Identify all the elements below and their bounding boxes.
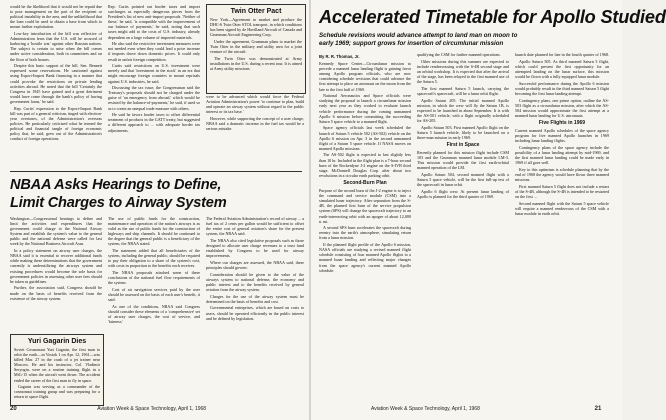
apollo-column-3 <box>515 52 609 402</box>
paragraph: Where our charges are assessed, the NBAA said, these principles should govern: <box>206 259 304 271</box>
paragraph: Current manned Apollo schedules of the space agency program for five manned Apollo launches in 1969 including lunar landing flights. <box>515 128 609 144</box>
paragraph: Contingency plans of the space agency include the possibility of a lunar landing attempt by mid-1969, and the first manned lunar landing could be made early in 1969 if all goes well. <box>515 144 609 166</box>
paragraph: Low-key introduction of the bill was reflective of Administration fears that the U.S. will be accused of harboring a 'hostile war' against other Russian nations. The subject is certain to arise when the bill comes under active consideration, both in committees and on the floor of both houses. <box>10 31 102 62</box>
paragraph: The AS-502 flight is expected to last slightly less than 10 hr. Included in the flight plan is a 7-hour second burn of the Rocketdyne J-2 engine on the S-IVB third stage. McDonnell Douglas Corp. after about two revolutions in a circular earth parking orbit. <box>319 152 411 178</box>
paragraph: A second SPS burn accelerates the spacecraft during reentry into the earth's atmosphere, simulating return from a lunar mission. <box>319 225 411 241</box>
paragraph: Contingency plans, one prime option, outline the AS-503 flight as a circumlunar mission, after which the AS-504 mission would approximate the first attempt at a manned lunar landing for U.S. astronauts. <box>515 97 609 118</box>
paragraph: The statement added that all beneficiaries of the system, including the general public, should be required to pay their obligation to a share of the system's cost, with costs in proportion to the benefits each receives. <box>108 248 200 269</box>
paragraph: As one of the conditions, NBAA said Congress should consider these elements of a 'comprehensive' set of airway user charges, the cost of service, and 'fairness.' <box>108 303 200 325</box>
paragraph: would be the likelihood that it would not be repaid due to poor management on the part of the recipient or political instability in the area, and the unlikelihood that the loan could be used to obtain a base from which to mount further exploitation. <box>10 4 102 30</box>
nbaa-column-3 <box>206 216 304 404</box>
column-left-3 <box>206 94 304 166</box>
paragraph: Curtis said restrictions on U.S. investment were merely and that 'investment in the stock' in an era that might encourage foreign countries to mount reprisals against U.S. industries, he said. <box>108 63 200 84</box>
apollo-column-2 <box>417 52 509 402</box>
paragraph: The NBAA also cited legislative proposals such as those designed to allocate user charge revenues to a trust fund established by Congress to be used for airway improvements. <box>206 237 304 259</box>
paragraph: First manned Saturn 5 flight does not include a restart of the S-4B, although the S-4B is intended to be restarted on the first ... <box>515 183 609 199</box>
right-footer <box>371 406 601 412</box>
paragraph: Apollo Saturn 503. First manned Apollo flight on the Saturn 5 launch vehicle, likely to be launched on a three-man mission in early 1969. <box>417 124 509 140</box>
left-page <box>0 0 310 420</box>
twin-otter-sidebar <box>206 4 306 94</box>
paragraph: The first manned Saturn 5 launch, carrying the spacecraft's spacecraft, will be a lunar orbit flight. <box>417 85 509 96</box>
gagarin-text <box>14 347 100 399</box>
left-page-number: 20 <box>10 406 17 412</box>
paragraph: Washington—Congressional hearings to define and limit the activities and expenditures that the government could charge to the National Airway System and establish the system's value to the general public and the national defense were called for last week by the National Business Aircraft Assn. <box>10 216 102 247</box>
paragraph: The NBAA proposals attached some of these conclusions of the national fuel flow requirements of the system: <box>108 270 200 286</box>
apollo-column-2-text-b <box>417 150 509 199</box>
nbaa-headline-line-2: Limit Charges to Airway System <box>10 195 227 211</box>
paragraph: Apollo 6 flight crew. At present lunar landing of Apollo is planned for the third quarter of 1969. <box>417 188 509 199</box>
paragraph: Key to this optimism is schedule planning that by the end of 1968 the agency would have flown three manned missions. <box>515 166 609 183</box>
paragraph: If the planned flight profile of the Apollo 6 mission, NASA officials are studying a revised manned flight schedule consisting of four manned Apollo flights to a manned lunar landing and reflecting major changes from the space agency's current manned Apollo schedule. <box>319 242 411 273</box>
nbaa-headline-line-1: NBAA Asks Hearings to Define, <box>10 177 222 193</box>
paragraph: Rep. Curtis' expression to the Export-Import Bank bill was part of a general criticism, tinged with election-year overtones, of the Administration's overseas policies. He particularly criticized what he termed the political and financial tangle of foreign economic policy that, he said, grew out of the Administration's conduct of foreign operations. <box>10 105 102 142</box>
column-left-1 <box>10 4 102 167</box>
column-left-2 <box>108 4 200 167</box>
nbaa-column-1 <box>10 216 102 330</box>
paragraph: New York—Agreement to market and produce the DHC-6 Twin Otter STOL transport, in which conditions has been signed by de Havilland Aircraft of Canada and Grumman Aircraft Engineering Corp. <box>210 17 302 38</box>
nbaa-column-2 <box>108 216 200 404</box>
paragraph: National Aeronautics and Space officials were studying the proposal to launch a circumlunar mission early next year as they worked to evaluate launch vehicle performance during the coming unmanned Apollo 6 mission before committing the succeeding Saturn 5 space vehicle to a manned flight. <box>319 93 411 124</box>
gagarin-title: Yuri Gagarin Dies <box>27 338 87 345</box>
gagarin-paragraph-2: Gagarin was serving as a commander of the cosmonaut training group and was preparing for a return to space flight. <box>14 384 100 400</box>
right-page-number: 21 <box>594 406 602 412</box>
nbaa-headline <box>10 176 302 212</box>
paragraph: Under the agreement, Grumman plans to market the Twin Otter in the military and utility area for a joint venture of the aircraft. <box>210 38 302 55</box>
second-burn-subhead: Second-Burn Plan <box>343 179 387 186</box>
five-flights-subhead: Five Flights in 1969 <box>538 119 586 126</box>
paragraph: The use of public funds for the construction, maintenance and operation of the nation's airways is as valid as the use of public funds for the construction of highways and ship channels. It should be continued to the degree that the general public is a beneficiary of the system, the NBAA stated. <box>108 216 200 247</box>
apollo-column-3-text-b <box>515 128 609 216</box>
paragraph: Despite this basic support of the bill, Sen. Bennett expressed some reservations. He cautioned against using Export-Import Bank financing in a manner that could provoke the restrictions on private lending activities abroad. He noted that the bill 'Certainly the Congress in 1945 have gained and a great detriment would have come through the bank's policy of having government loans,' he said. <box>10 63 102 104</box>
paragraph: Rep. Curtis pointed out border taxes and import surcharges as especially dangerous pieces from the President's list of new anti-import proposals. 'Neither of these,' he said, 'is compatible with the improvement of our balance of payments,' he said, noting that such taxes might add to the costs of U.S. industry, already dependent on a large volume of imported materials. <box>108 4 200 40</box>
paragraph: Cost of air navigation services paid by the user should be assessed on the basis of each user's benefit, it said. <box>108 287 200 303</box>
left-footer <box>10 406 206 412</box>
paragraph: Charges for the use of the airway system must be determined on the basis of benefits and cost. <box>206 293 304 304</box>
paragraph: Apollo Saturn 505. As third manned Saturn 5 flight, which could present the first opportunity for an attempted landing on the lunar surface, this mission would be flown with a fully equipped lunar module. <box>515 58 609 79</box>
apollo-column-3-text-a <box>515 52 609 118</box>
paragraph: Purpose of the second burn of the J-2 engine is to inject the command and service module (CSM) into a simulated lunar trajectory. After separation from the S-4B, the planned first burn of the service propulsion system (SPS) will change the spacecraft trajectory to an earth-intersecting orbit with an apogee of about 12,000 n. mi. <box>319 188 411 224</box>
apollo-deck: Schedule revisions would advance attempt to land man on moon to early 1969; support grows for insertion of circumlunar mission <box>319 32 518 47</box>
paragraph: The Twin Otter was demonstrated at Army installations in the U.S. during a recent tour. It is aimed at Army utility missions. <box>210 55 302 72</box>
apollo-column-1-text-b <box>319 188 411 273</box>
twin-otter-text <box>210 17 302 85</box>
paragraph: Successful performance during the Apollo 6 mission would probably result in the third manned Saturn 5 flight becoming the first lunar landing attempt. <box>515 80 609 96</box>
paragraph: Recently planned for this mission flight include CSM 103 and the Grumman manned lunar module LM-3. This mission would provide the first earth-orbital manned operation of the LM. <box>417 149 509 171</box>
apollo-column-2-text-a <box>417 52 509 140</box>
paragraph: Apollo Saturn 504, second manned flight with a Saturn 5 space vehicle, will be the first full-up test of the spacecraft in lunar orbit. <box>417 171 509 188</box>
left-footer-text: Aviation Week & Space Technology, April 1, 1968 <box>97 406 207 412</box>
apollo-headline: Accelerated Timetable for Apollo Studied <box>319 7 666 27</box>
paragraph: Apollo Saturn 205. The initial manned Apollo mission, in which the crew will fly the Saturn 1B, is expected to be launched in about September. It is with the AS-501 vehicle, with a flight originally scheduled for AS-205. <box>417 97 509 123</box>
paragraph: Consideration should be given to the value of the airways system to national defense, the economy and public interest and to the benefits received by general aviation from the airway system. <box>206 271 304 292</box>
right-page <box>311 0 666 420</box>
paragraph: Second manned flight with the Saturn 5 space vehicle will require a manned rendezvous of the CSM with a lunar module in earth orbit. <box>515 200 609 216</box>
paragraph: launch date planned for late in the fourth quarter of 1968. <box>515 52 610 57</box>
gagarin-box <box>10 334 104 406</box>
apollo-column-1-text-a <box>319 61 411 178</box>
paragraph: were to be advanced which would force the Federal Aviation Administration's power 'to continue to plan, build and operate an airway system without regard to the public interest or its tax base.' <box>206 94 304 115</box>
apollo-column-1 <box>319 52 411 402</box>
paragraph: qualifying the CSM for further manned operations. <box>417 52 501 57</box>
paragraph: He also said the restrictive investment measures were not needed even when they could lead a price increase if imports drove down domestic prices. It could only result in unfair foreign competition. <box>108 41 200 62</box>
paragraph: He said he favors border taxes to offset differential treatment of products in the GATT treaty, but suggested a different approach to ... with adequate border tax adjustments. <box>108 112 200 133</box>
first-in-space-subhead: First in Space <box>446 141 480 148</box>
paragraph: Space agency officials last week scheduled the launch of Saturn 5 vehicle 502 (AS-502) vehicle on the Apollo 6 mission on Apr. 3 in the second unmanned flight of a Saturn 5 space vehicle. If NASA moves on manned Apollo missions. <box>319 125 411 151</box>
paragraph: Governmental enterprises, which are based on costs to users, should be operated efficiently in the public interest and be defined by legislation. <box>206 305 304 321</box>
section-divider <box>10 171 302 172</box>
twin-otter-title: Twin Otter Pact <box>230 8 282 15</box>
paragraph: Further, the association said, Congress should be made on the basis of benefits received from the existence of the airway system. <box>10 285 102 301</box>
paragraph: Discussing the tax issue, the Congressman said the Treasury's proposals should not be charged under the guise of 'an emergency from abroad,' which would be resisted by the balance-of-payments,' he said, if used so as to create an unequal trade measure with others. <box>108 85 200 111</box>
gagarin-paragraph: Soviet Cosmonaut Yuri Gagarin, the first man to orbit the earth—in Vostok 1 on Apr. 12, 1961—was killed Mar. 27 in the crash of a jet trainer near Moscow. He and his instructor, Col. Vladimir Seryogin, were on a routine training flight in a MiG-15 when the aircraft went down. The accident ended the career of the first man to fly in space. <box>14 347 100 383</box>
paragraph: The Federal Aviation Administration's record of airway ... a fuel tax of 2 cents per gallon would be sufficient to offset the entire cost of general aviation's share for the present system, the NBAA said. <box>206 216 304 237</box>
paragraph: However, while supporting the concept of a user charge, NBAA said a dramatic increase in the fuel tax would be a serious mistake. <box>206 115 304 132</box>
paragraph: In a policy statement on airway user charges, the NBAA said it is essential to recover additional funds while making these determinations that the government currently is underutilizing the airways system and existing procedures would become the sole basis for government policies in assessing other user fees should be taken as guidelines. <box>10 248 102 284</box>
paragraph: Other missions during this summer are expected to include rendezvousing with the S-4B second stage and an orbital workshop. It is expected that after the arrival of the stage, has been relayed to the first manned use of the Saturn 5. <box>417 58 509 85</box>
apollo-byline: By R. R. Thomas, Jr. <box>319 54 360 59</box>
paragraph: Kennedy Space Center—Circumlunar mission to precede a manned lunar landing flight is gaining favor among Apollo program officials, who are now considering schedule revisions that could advance the first attempt to place an astronaut on the moon from the late to the first half of 1969. <box>319 61 411 92</box>
right-footer-text: Aviation Week & Space Technology, April 1, 1968 <box>371 406 480 412</box>
